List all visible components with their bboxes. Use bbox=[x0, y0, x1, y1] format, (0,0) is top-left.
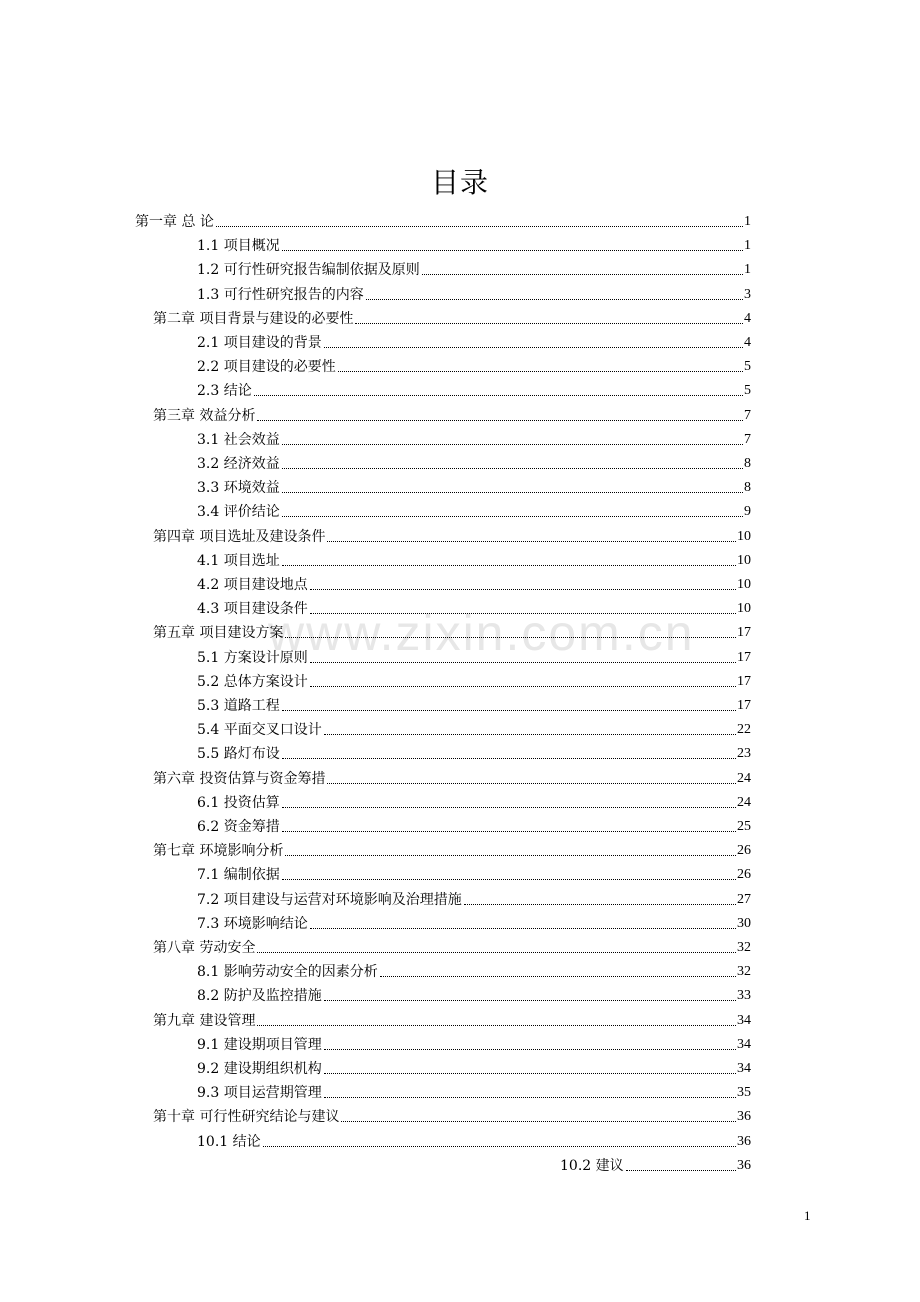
dot-leader bbox=[282, 831, 736, 832]
toc-entry[interactable] bbox=[197, 376, 751, 400]
toc-entry[interactable] bbox=[197, 425, 751, 449]
toc-entry-page: 32 bbox=[737, 940, 751, 955]
toc-entry-page: 36 bbox=[737, 1134, 751, 1149]
dot-leader bbox=[263, 1146, 736, 1147]
toc-entry[interactable] bbox=[153, 401, 751, 425]
toc-entry[interactable] bbox=[153, 1006, 751, 1030]
toc-entry-page: 34 bbox=[737, 1037, 751, 1052]
toc-entry[interactable] bbox=[197, 255, 751, 279]
toc-entry-label: 1.2 可行性研究报告编制依据及原则 bbox=[197, 262, 420, 278]
toc-entry-page: 23 bbox=[737, 746, 751, 761]
toc-entry[interactable] bbox=[197, 473, 751, 497]
toc-entry-label: 第五章 项目建设方案 bbox=[153, 625, 284, 641]
toc-entry[interactable] bbox=[153, 1102, 751, 1126]
toc-entry-page: 26 bbox=[737, 843, 751, 858]
dot-leader bbox=[310, 589, 736, 590]
toc-entry-label: 3.1 社会效益 bbox=[197, 432, 280, 448]
toc-entry[interactable] bbox=[197, 739, 751, 763]
dot-leader bbox=[355, 323, 743, 324]
dot-leader bbox=[285, 637, 736, 638]
toc-entry[interactable] bbox=[197, 328, 751, 352]
toc-entry-page: 1 bbox=[744, 262, 751, 277]
dot-leader bbox=[257, 1025, 736, 1026]
dot-leader bbox=[324, 1097, 736, 1098]
toc-entry-page: 26 bbox=[737, 867, 751, 882]
toc-entry-page: 10 bbox=[737, 553, 751, 568]
dot-leader bbox=[310, 686, 736, 687]
toc-entry-label: 4.1 项目选址 bbox=[197, 553, 280, 569]
dot-leader bbox=[626, 1170, 736, 1171]
toc-entry[interactable] bbox=[197, 788, 751, 812]
toc-entry[interactable] bbox=[197, 231, 751, 255]
toc-entry[interactable] bbox=[197, 691, 751, 715]
toc-entry-page: 34 bbox=[737, 1013, 751, 1028]
toc-entry-label: 6.2 资金筹措 bbox=[197, 819, 280, 835]
dot-leader bbox=[327, 783, 736, 784]
dot-leader bbox=[310, 613, 736, 614]
toc-entry[interactable] bbox=[197, 594, 751, 618]
toc-entry-label: 6.1 投资估算 bbox=[197, 795, 280, 811]
toc-entry-label: 8.2 防护及监控措施 bbox=[197, 988, 322, 1004]
toc-entry[interactable] bbox=[197, 497, 751, 521]
toc-entry-page: 36 bbox=[737, 1158, 751, 1173]
toc-entry-label: 7.3 环境影响结论 bbox=[197, 916, 308, 932]
toc-entry-page: 4 bbox=[744, 335, 751, 350]
toc-entry[interactable] bbox=[197, 1030, 751, 1054]
toc-entry-label: 1.3 可行性研究报告的内容 bbox=[197, 287, 364, 303]
toc-entry-label: 第六章 投资估算与资金筹措 bbox=[153, 771, 326, 787]
toc-entry-label: 第九章 建设管理 bbox=[153, 1013, 256, 1029]
toc-entry-page: 1 bbox=[744, 238, 751, 253]
toc-entry-page: 34 bbox=[737, 1061, 751, 1076]
toc-entry-page: 24 bbox=[737, 795, 751, 810]
dot-leader bbox=[324, 1073, 736, 1074]
toc-entry-label: 第十章 可行性研究结论与建议 bbox=[153, 1109, 340, 1125]
toc-entry[interactable] bbox=[153, 304, 751, 328]
toc-entry-label: 第八章 劳动安全 bbox=[153, 940, 256, 956]
dot-leader bbox=[282, 516, 743, 517]
toc-entry-label: 3.4 评价结论 bbox=[197, 504, 280, 520]
toc-entry-label: 4.2 项目建设地点 bbox=[197, 577, 308, 593]
dot-leader bbox=[257, 420, 743, 421]
toc-entry-label: 7.1 编制依据 bbox=[197, 867, 280, 883]
toc-entry-label: 第一章 总 论 bbox=[135, 214, 214, 230]
toc-entry-label: 3.2 经济效益 bbox=[197, 456, 280, 472]
toc-entry-page: 10 bbox=[737, 529, 751, 544]
toc-entry[interactable] bbox=[197, 570, 751, 594]
dot-leader bbox=[282, 468, 743, 469]
dot-leader bbox=[338, 371, 743, 372]
toc-entry[interactable] bbox=[135, 207, 751, 231]
dot-leader bbox=[282, 250, 743, 251]
toc-entry[interactable] bbox=[197, 449, 751, 473]
dot-leader bbox=[282, 758, 736, 759]
toc-entry-page: 3 bbox=[744, 287, 751, 302]
toc-entry-page: 7 bbox=[744, 408, 751, 423]
toc-entry-page: 10 bbox=[737, 577, 751, 592]
toc-entry-label: 2.2 项目建设的必要性 bbox=[197, 359, 336, 375]
toc-entry-label: 5.4 平面交叉口设计 bbox=[197, 722, 322, 738]
dot-leader bbox=[324, 347, 743, 348]
toc-entry-label: 第七章 环境影响分析 bbox=[153, 843, 284, 859]
dot-leader bbox=[324, 734, 736, 735]
toc-entry[interactable] bbox=[153, 933, 751, 957]
toc-entry-page: 32 bbox=[737, 964, 751, 979]
dot-leader bbox=[285, 855, 736, 856]
dot-leader bbox=[464, 904, 736, 905]
dot-leader bbox=[422, 274, 743, 275]
page-title: 目录 bbox=[430, 166, 489, 199]
toc-entry[interactable] bbox=[197, 715, 751, 739]
toc-entry-page: 8 bbox=[744, 480, 751, 495]
toc-entry-label: 5.1 方案设计原则 bbox=[197, 650, 308, 666]
toc-entry-label: 4.3 项目建设条件 bbox=[197, 601, 308, 617]
toc-entry-page: 25 bbox=[737, 819, 751, 834]
toc-entry-page: 8 bbox=[744, 456, 751, 471]
toc-entry[interactable] bbox=[197, 885, 751, 909]
dot-leader bbox=[324, 1049, 736, 1050]
toc-entry[interactable] bbox=[153, 618, 751, 642]
toc-entry-label: 1.1 项目概况 bbox=[197, 238, 280, 254]
toc-entry-label: 9.1 建设期项目管理 bbox=[197, 1037, 322, 1053]
watermark: www.zixin.com.cn bbox=[268, 605, 695, 661]
toc-entry-label: 10.1 结论 bbox=[197, 1134, 261, 1150]
toc-entry[interactable] bbox=[197, 860, 751, 884]
toc-entry-page: 9 bbox=[744, 504, 751, 519]
toc-entry-page: 4 bbox=[744, 311, 751, 326]
toc-entry[interactable] bbox=[197, 981, 751, 1005]
dot-leader bbox=[341, 1121, 736, 1122]
dot-leader bbox=[310, 928, 736, 929]
toc-entry-label: 2.1 项目建设的背景 bbox=[197, 335, 322, 351]
dot-leader bbox=[282, 807, 736, 808]
toc-entry[interactable] bbox=[560, 1151, 751, 1175]
toc-entry[interactable] bbox=[197, 667, 751, 691]
dot-leader bbox=[282, 565, 736, 566]
dot-leader bbox=[254, 395, 743, 396]
page-number: 1 bbox=[804, 1208, 811, 1223]
dot-leader bbox=[282, 492, 743, 493]
toc-entry[interactable] bbox=[153, 522, 751, 546]
toc-entry-page: 17 bbox=[737, 674, 751, 689]
toc-entry-label: 第二章 项目背景与建设的必要性 bbox=[153, 311, 354, 327]
toc-entry-page: 35 bbox=[737, 1085, 751, 1100]
toc-entry[interactable] bbox=[153, 764, 751, 788]
toc-entry-label: 5.5 路灯布设 bbox=[197, 746, 280, 762]
toc-entry-label: 10.2 建议 bbox=[560, 1158, 624, 1174]
toc-entry-page: 5 bbox=[744, 383, 751, 398]
dot-leader bbox=[324, 1000, 736, 1001]
dot-leader bbox=[216, 226, 743, 227]
toc-entry[interactable] bbox=[197, 1054, 751, 1078]
toc-entry-label: 9.2 建设期组织机构 bbox=[197, 1061, 322, 1077]
toc-entry-page: 33 bbox=[737, 988, 751, 1003]
toc-entry-page: 1 bbox=[744, 214, 751, 229]
toc-entry-label: 5.2 总体方案设计 bbox=[197, 674, 308, 690]
toc-entry[interactable] bbox=[197, 546, 751, 570]
toc-entry[interactable] bbox=[197, 643, 751, 667]
toc-entry-label: 9.3 项目运营期管理 bbox=[197, 1085, 322, 1101]
toc-entry-label: 5.3 道路工程 bbox=[197, 698, 280, 714]
dot-leader bbox=[257, 952, 736, 953]
toc-entry-label: 2.3 结论 bbox=[197, 383, 252, 399]
dot-leader bbox=[366, 299, 743, 300]
toc-entry-page: 5 bbox=[744, 359, 751, 374]
toc-entry-label: 8.1 影响劳动安全的因素分析 bbox=[197, 964, 378, 980]
toc-entry[interactable] bbox=[197, 1127, 751, 1151]
dot-leader bbox=[380, 976, 736, 977]
toc-entry-label: 3.3 环境效益 bbox=[197, 480, 280, 496]
toc-entry-label: 第三章 效益分析 bbox=[153, 408, 256, 424]
toc-entry-page: 10 bbox=[737, 601, 751, 616]
toc-entry[interactable] bbox=[153, 836, 751, 860]
dot-leader bbox=[282, 710, 736, 711]
dot-leader bbox=[282, 879, 736, 880]
dot-leader bbox=[310, 662, 736, 663]
toc-entry-label: 第四章 项目选址及建设条件 bbox=[153, 529, 326, 545]
toc-entry-page: 27 bbox=[737, 892, 751, 907]
toc-entry-page: 30 bbox=[737, 916, 751, 931]
toc-entry-page: 36 bbox=[737, 1109, 751, 1124]
toc-entry[interactable] bbox=[197, 957, 751, 981]
dot-leader bbox=[282, 444, 743, 445]
toc-entry[interactable] bbox=[197, 352, 751, 376]
toc-entry-page: 17 bbox=[737, 698, 751, 713]
toc-entry-page: 17 bbox=[737, 650, 751, 665]
toc-entry-page: 7 bbox=[744, 432, 751, 447]
toc-entry-page: 17 bbox=[737, 625, 751, 640]
toc-entry[interactable] bbox=[197, 280, 751, 304]
toc-entry-page: 22 bbox=[737, 722, 751, 737]
toc-entry-label: 7.2 项目建设与运营对环境影响及治理措施 bbox=[197, 892, 462, 908]
toc-entry-page: 24 bbox=[737, 771, 751, 786]
toc-entry[interactable] bbox=[197, 812, 751, 836]
toc-entry[interactable] bbox=[197, 909, 751, 933]
dot-leader bbox=[327, 541, 736, 542]
toc-entry[interactable] bbox=[197, 1078, 751, 1102]
